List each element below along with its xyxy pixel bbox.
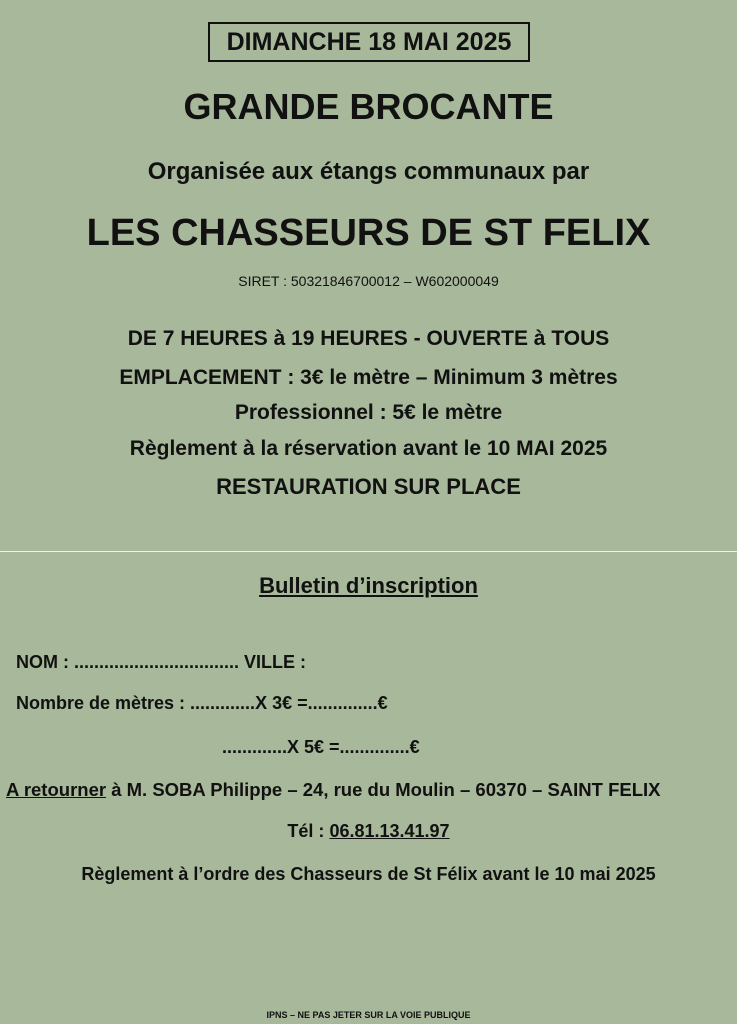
meters-field-regular[interactable]: Nombre de mètres : .............X 3€ =..............€ bbox=[16, 693, 388, 713]
form-heading bbox=[0, 573, 737, 599]
payment-deadline: Règlement à la réservation avant le 10 MAI 2025 bbox=[129, 437, 608, 460]
footer-notice: IPNS – NE PAS JETER SUR LA VOIE PUBLIQUE bbox=[266, 1010, 471, 1020]
opening-hours: DE 7 HEURES à 19 HEURES - OUVERTE à TOUS bbox=[127, 327, 610, 350]
return-label: A retourner bbox=[6, 779, 107, 800]
name-city-field[interactable]: NOM : ................................. VILLE : bbox=[16, 652, 307, 672]
phone-label: Tél : bbox=[287, 821, 330, 841]
food-info: RESTAURATION SUR PLACE bbox=[216, 474, 521, 499]
return-address-text: à M. SOBA Philippe – 24, rue du Moulin – 60370 – SAINT FELIX bbox=[106, 779, 661, 800]
form-heading-text: Bulletin d’inscription bbox=[259, 573, 478, 598]
return-address bbox=[6, 779, 661, 801]
pricing-info: EMPLACEMENT : 3€ le mètre – Minimum 3 mètres bbox=[119, 366, 618, 389]
organizer-name: LES CHASSEURS DE ST FELIX bbox=[86, 212, 651, 254]
page-title: GRANDE BROCANTE bbox=[183, 86, 554, 127]
phone-number[interactable]: 06.81.13.41.97 bbox=[329, 821, 450, 841]
payment-order: Règlement à l’ordre des Chasseurs de St Félix avant le 10 mai 2025 bbox=[81, 864, 656, 884]
professional-pricing: Professionnel : 5€ le mètre bbox=[234, 401, 503, 424]
meters-field-professional[interactable]: .............X 5€ =..............€ bbox=[222, 737, 420, 757]
event-date: DIMANCHE 18 MAI 2025 bbox=[208, 22, 530, 62]
divider bbox=[0, 551, 737, 552]
siret-number: SIRET : 50321846700012 – W602000049 bbox=[238, 273, 499, 289]
phone-line bbox=[0, 821, 737, 842]
subtitle: Organisée aux étangs communaux par bbox=[147, 158, 590, 185]
